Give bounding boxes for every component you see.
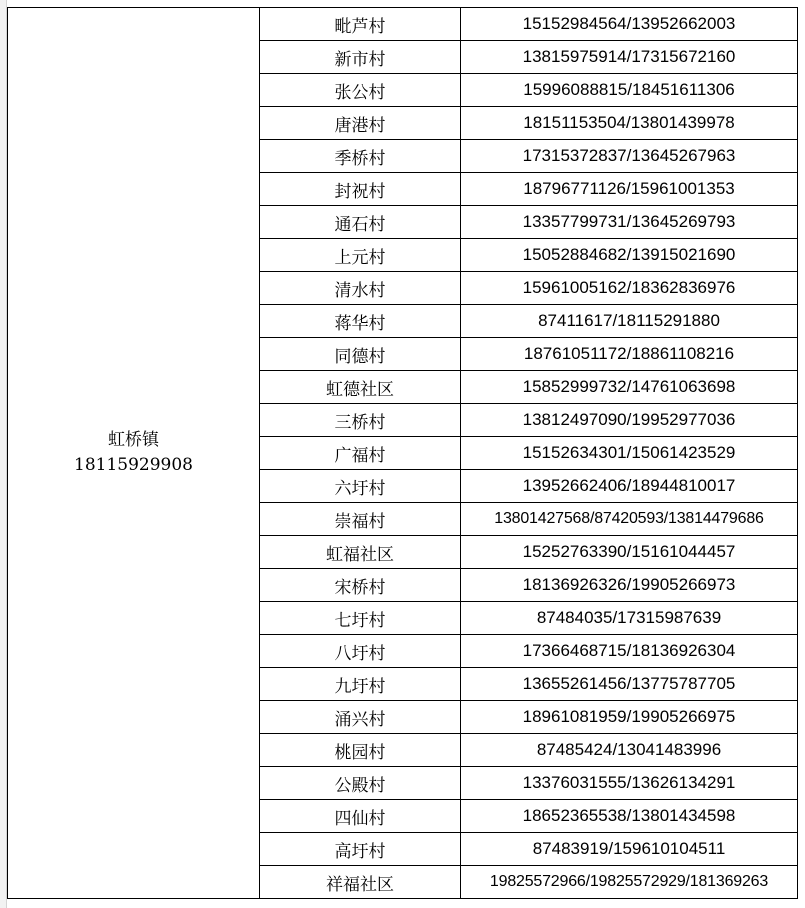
- village-phone-cell[interactable]: 13815975914/17315672160: [461, 41, 798, 74]
- village-phone-cell[interactable]: 18796771126/15961001353: [461, 173, 798, 206]
- village-name-cell[interactable]: 上元村: [260, 239, 461, 272]
- village-phone-cell[interactable]: 13952662406/18944810017: [461, 470, 798, 503]
- village-name-cell[interactable]: 公殿村: [260, 767, 461, 800]
- village-phone-cell[interactable]: 19825572966/19825572929/181369263: [461, 866, 798, 899]
- village-phone-cell[interactable]: 18761051172/18861108216: [461, 338, 798, 371]
- village-phone-cell[interactable]: 15252763390/15161044457: [461, 536, 798, 569]
- village-name-cell[interactable]: 清水村: [260, 272, 461, 305]
- contact-table-body: [8, 8, 798, 899]
- village-phone-cell[interactable]: 87484035/17315987639: [461, 602, 798, 635]
- village-phone-cell[interactable]: 87485424/13041483996: [461, 734, 798, 767]
- village-name-cell[interactable]: 封祝村: [260, 173, 461, 206]
- village-phone-cell[interactable]: 15852999732/14761063698: [461, 371, 798, 404]
- village-phone-cell[interactable]: 18961081959/19905266975: [461, 701, 798, 734]
- village-phone-cell[interactable]: 18136926326/19905266973: [461, 569, 798, 602]
- village-phone-cell[interactable]: 18652365538/13801434598: [461, 800, 798, 833]
- village-name-cell[interactable]: 唐港村: [260, 107, 461, 140]
- village-name-cell[interactable]: 毗芦村: [260, 8, 461, 41]
- village-phone-cell[interactable]: 15152984564/13952662003: [461, 8, 798, 41]
- village-phone-cell[interactable]: 87411617/18115291880: [461, 305, 798, 338]
- village-phone-cell[interactable]: 13812497090/19952977036: [461, 404, 798, 437]
- town-cell[interactable]: [8, 8, 260, 899]
- village-phone-cell[interactable]: 18151153504/13801439978: [461, 107, 798, 140]
- village-phone-cell[interactable]: 15152634301/15061423529: [461, 437, 798, 470]
- village-name-cell[interactable]: 季桥村: [260, 140, 461, 173]
- village-phone-cell[interactable]: 13376031555/13626134291: [461, 767, 798, 800]
- village-name-cell[interactable]: 高圩村: [260, 833, 461, 866]
- village-name-cell[interactable]: 蒋华村: [260, 305, 461, 338]
- village-name-cell[interactable]: 八圩村: [260, 635, 461, 668]
- village-name-cell[interactable]: 崇福村: [260, 503, 461, 536]
- village-name-cell[interactable]: 四仙村: [260, 800, 461, 833]
- village-phone-cell[interactable]: 17366468715/18136926304: [461, 635, 798, 668]
- village-phone-cell[interactable]: 17315372837/13645267963: [461, 140, 798, 173]
- sheet-row-header-strip: [0, 0, 7, 908]
- table-row: [8, 8, 798, 41]
- village-phone-cell[interactable]: 13655261456/13775787705: [461, 668, 798, 701]
- village-name-cell[interactable]: 六圩村: [260, 470, 461, 503]
- village-phone-cell[interactable]: 15961005162/18362836976: [461, 272, 798, 305]
- village-name-cell[interactable]: 同德村: [260, 338, 461, 371]
- village-phone-cell[interactable]: 13801427568/87420593/13814479686: [461, 503, 798, 536]
- village-name-cell[interactable]: 九圩村: [260, 668, 461, 701]
- village-name-cell[interactable]: 三桥村: [260, 404, 461, 437]
- village-phone-cell[interactable]: 15996088815/18451611306: [461, 74, 798, 107]
- village-phone-cell[interactable]: 15052884682/13915021690: [461, 239, 798, 272]
- contact-table: [7, 7, 798, 899]
- village-name-cell[interactable]: 广福村: [260, 437, 461, 470]
- village-name-cell[interactable]: 宋桥村: [260, 569, 461, 602]
- village-name-cell[interactable]: 张公村: [260, 74, 461, 107]
- village-name-cell[interactable]: 虹德社区: [260, 371, 461, 404]
- town-phone: 18115929908: [74, 455, 193, 475]
- village-name-cell[interactable]: 祥福社区: [260, 866, 461, 899]
- village-name-cell[interactable]: 桃园村: [260, 734, 461, 767]
- village-name-cell[interactable]: 新市村: [260, 41, 461, 74]
- village-phone-cell[interactable]: 13357799731/13645269793: [461, 206, 798, 239]
- town-name: 虹桥镇: [108, 430, 159, 450]
- village-name-cell[interactable]: 七圩村: [260, 602, 461, 635]
- village-name-cell[interactable]: 虹福社区: [260, 536, 461, 569]
- village-name-cell[interactable]: 通石村: [260, 206, 461, 239]
- village-phone-cell[interactable]: 87483919/159610104511: [461, 833, 798, 866]
- village-name-cell[interactable]: 涌兴村: [260, 701, 461, 734]
